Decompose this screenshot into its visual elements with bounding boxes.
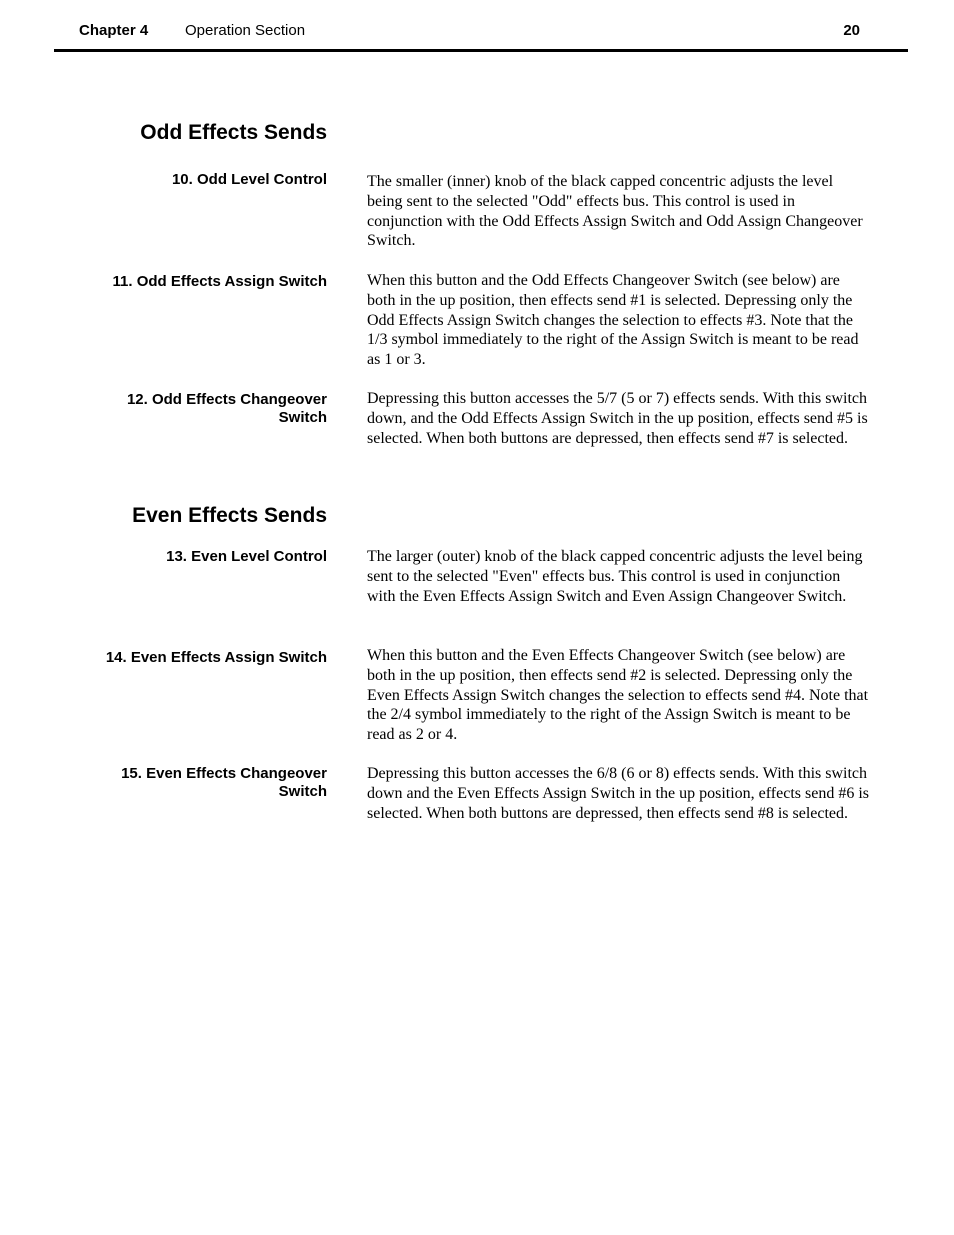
item-label-odd-level-control: 10. Odd Level Control bbox=[171, 171, 327, 188]
item-label-odd-effects-changeover-switch: 12. Odd Effects Changeover Switch bbox=[126, 391, 327, 426]
page-header bbox=[54, 0, 908, 52]
chapter-label: Chapter 4 bbox=[79, 22, 149, 39]
item-desc-even-effects-assign-switch: When this button and the Even Effects Changeover Switch (see below) are both in the up position, then effects send #2 is selected. Depressing only the Even Effects Assign Switch changes the selection to effects send #4. Note that the 2/4 symbol immediately to the right of the Assign Switch is meant to be read as 2 or 4. bbox=[367, 647, 869, 744]
page-number: 20 bbox=[843, 22, 860, 39]
item-desc-even-effects-changeover-switch: Depressing this button accesses the 6/8 (6 or 8) effects sends. With this switch down and the Even Effects Assign Switch in the up position, effects send #6 is selected. When both buttons are depressed, then effects send #8 is selected. bbox=[367, 765, 870, 822]
item-desc-even-level-control: The larger (outer) knob of the black capped concentric adjusts the level being sent to the selected "Even" effects bus. This control is used in conjunction with the Even Effects Assign Switch and Even Assign Changeover Switch. bbox=[367, 548, 863, 605]
item-label-odd-effects-assign-switch: 11. Odd Effects Assign Switch bbox=[112, 273, 327, 290]
item-desc-odd-effects-assign-switch: When this button and the Odd Effects Changeover Switch (see below) are both in the up position, then effects send #1 is selected. Depressing only the Odd Effects Assign Switch changes the selection to effects #3. Note that the 1/3 symbol immediately to the right of the Assign Switch is meant to be read as 1 or 3. bbox=[367, 272, 859, 369]
section-label: Operation Section bbox=[185, 22, 306, 39]
section-title-odd-effects-sends: Odd Effects Sends bbox=[140, 121, 327, 144]
item-label-even-level-control: 13. Even Level Control bbox=[166, 548, 327, 565]
item-label-even-effects-changeover-switch: 15. Even Effects Changeover Switch bbox=[121, 765, 327, 800]
item-desc-odd-level-control: The smaller (inner) knob of the black capped concentric adjusts the level being sent to the selected "Odd" effects bus. This control is used in conjunction with the Odd Effects Assign Switch and Odd Assign Changeover Switch. bbox=[367, 173, 863, 250]
item-desc-odd-effects-changeover-switch: Depressing this button accesses the 5/7 (5 or 7) effects sends. With this switch down, and the Odd Effects Assign Switch in the up position, effects send #5 is selected. When both buttons are depressed, then effects send #7 is selected. bbox=[367, 390, 868, 447]
item-label-even-effects-assign-switch: 14. Even Effects Assign Switch bbox=[105, 649, 327, 666]
section-title-even-effects-sends: Even Effects Sends bbox=[132, 504, 327, 527]
